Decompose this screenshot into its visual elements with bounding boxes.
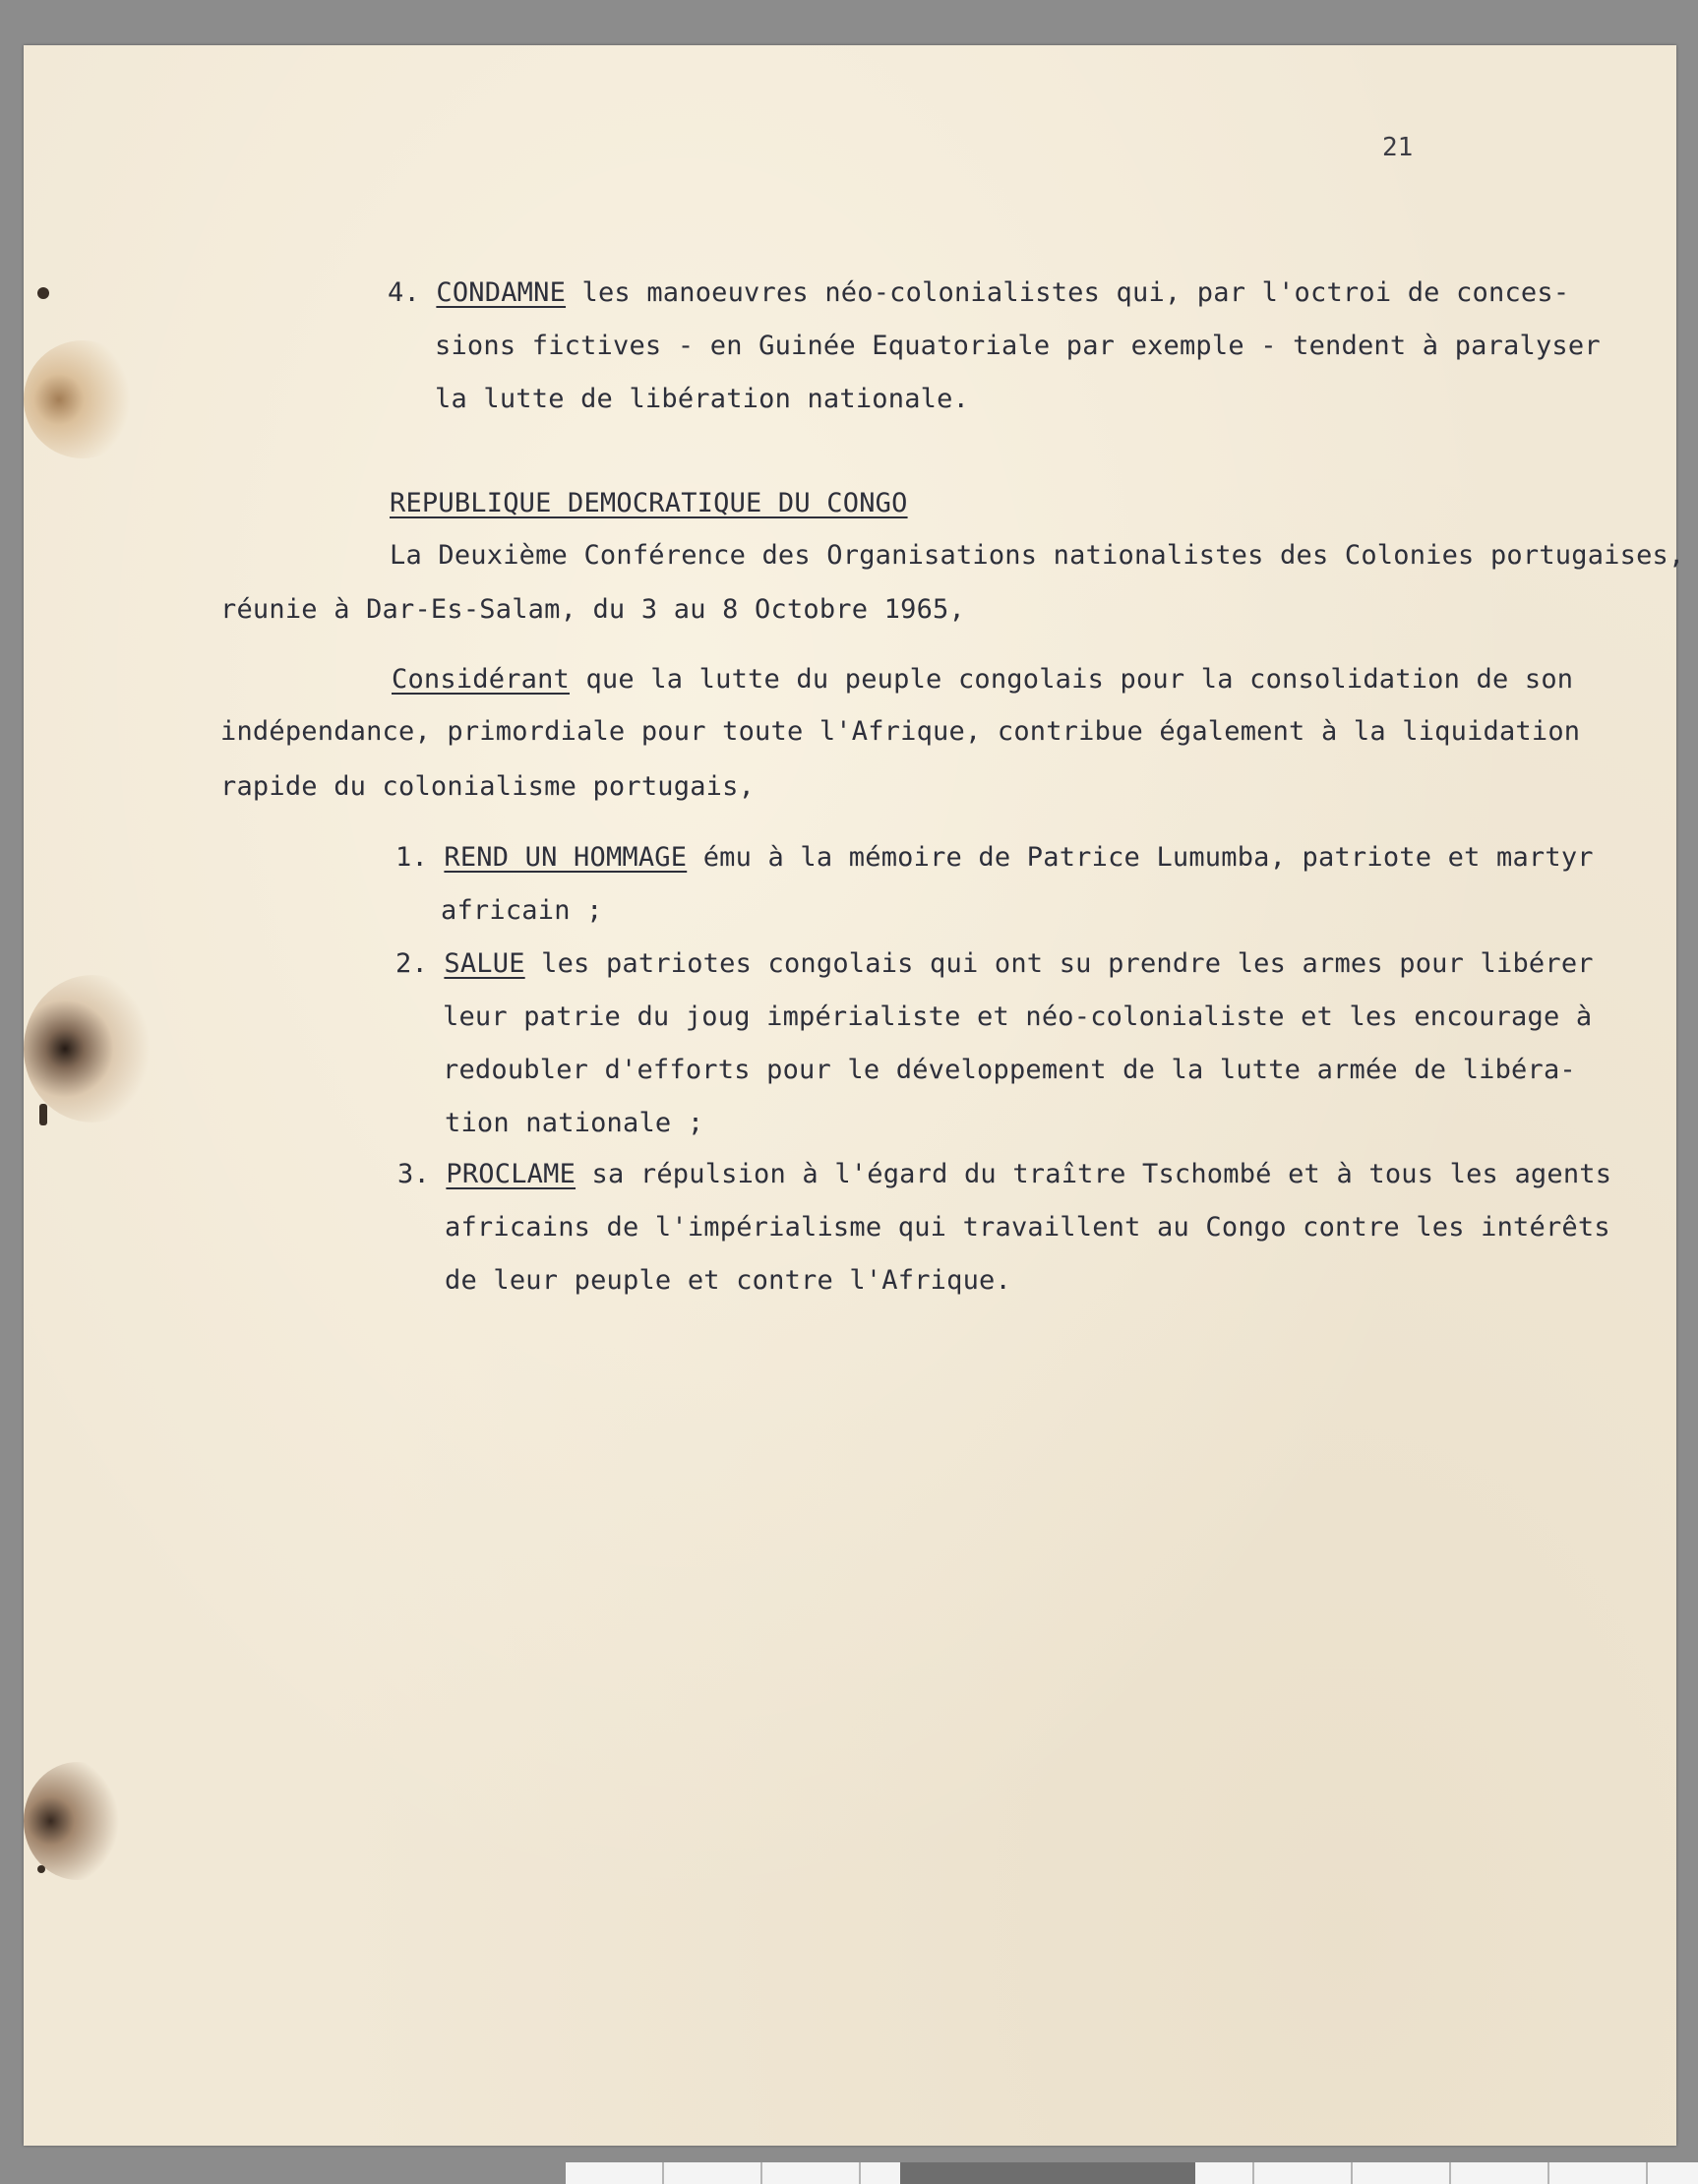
punch-hole xyxy=(37,1865,45,1873)
section-heading: REPUBLIQUE DEMOCRATIQUE DU CONGO xyxy=(390,488,908,518)
item1-line2: africain ; xyxy=(441,895,603,926)
item2-line3: redoubler d'efforts pour le développement de la lutte armée de libéra- xyxy=(443,1055,1576,1085)
item2-number: 2. xyxy=(395,948,428,979)
item1-keyword: REND UN HOMMAGE xyxy=(444,842,688,873)
item4-number: 4. xyxy=(388,277,420,308)
punch-hole xyxy=(37,287,49,299)
item2-line1-text: les patriotes congolais qui ont su prendre les armes pour libérer xyxy=(524,948,1594,979)
item3-number: 3. xyxy=(397,1159,430,1189)
considerant-line2: indépendance, primordiale pour toute l'Afrique, contribue également à la liquidation xyxy=(220,716,1581,747)
considerant-line1-text: que la lutte du peuple congolais pour la consolidation de son xyxy=(570,664,1574,695)
item4-line1-text: les manoeuvres néo-colonialistes qui, par l'octroi de conces- xyxy=(566,277,1570,308)
item4-keyword: CONDAMNE xyxy=(436,277,567,308)
item1-number: 1. xyxy=(395,842,428,873)
item2-line4: tion nationale ; xyxy=(445,1108,704,1138)
punch-hole xyxy=(39,1104,47,1125)
burn-mark xyxy=(24,975,161,1122)
item4-line2: sions fictives - en Guinée Equatoriale par exemple - tendent à paralyser xyxy=(435,331,1601,361)
item2-line2: leur patrie du joug impérialiste et néo-colonialiste et les encourage à xyxy=(443,1001,1593,1032)
intro-line2: réunie à Dar-Es-Salam, du 3 au 8 Octobre 1965, xyxy=(220,594,965,625)
item2-keyword: SALUE xyxy=(444,948,525,979)
intro-line1: La Deuxième Conférence des Organisations nationalistes des Colonies portugaises, xyxy=(390,540,1685,571)
considerant-keyword: Considérant xyxy=(392,664,571,695)
item3-line2: africains de l'impérialisme qui travaillent au Congo contre les intérêts xyxy=(445,1212,1610,1243)
burn-mark xyxy=(24,1762,132,1880)
item3-line1 xyxy=(397,1159,1611,1189)
item1-line1-text: ému à la mémoire de Patrice Lumumba, patriote et martyr xyxy=(687,842,1594,873)
item3-keyword: PROCLAME xyxy=(446,1159,576,1189)
item4-line1 xyxy=(388,277,1569,308)
item3-line3: de leur peuple et contre l'Afrique. xyxy=(445,1265,1011,1296)
ruler-dark-segment xyxy=(900,2162,1195,2184)
item2-line1 xyxy=(395,948,1594,979)
scale-ruler xyxy=(566,2162,1698,2184)
considerant-line3: rapide du colonialisme portugais, xyxy=(220,771,756,802)
burn-mark xyxy=(24,340,142,458)
item3-line1-text: sa répulsion à l'égard du traître Tschombé et à tous les agents xyxy=(576,1159,1612,1189)
page-number: 21 xyxy=(1382,133,1414,162)
considerant-line1 xyxy=(392,664,1573,695)
item4-line3: la lutte de libération nationale. xyxy=(435,384,970,414)
item1-line1 xyxy=(395,842,1594,873)
